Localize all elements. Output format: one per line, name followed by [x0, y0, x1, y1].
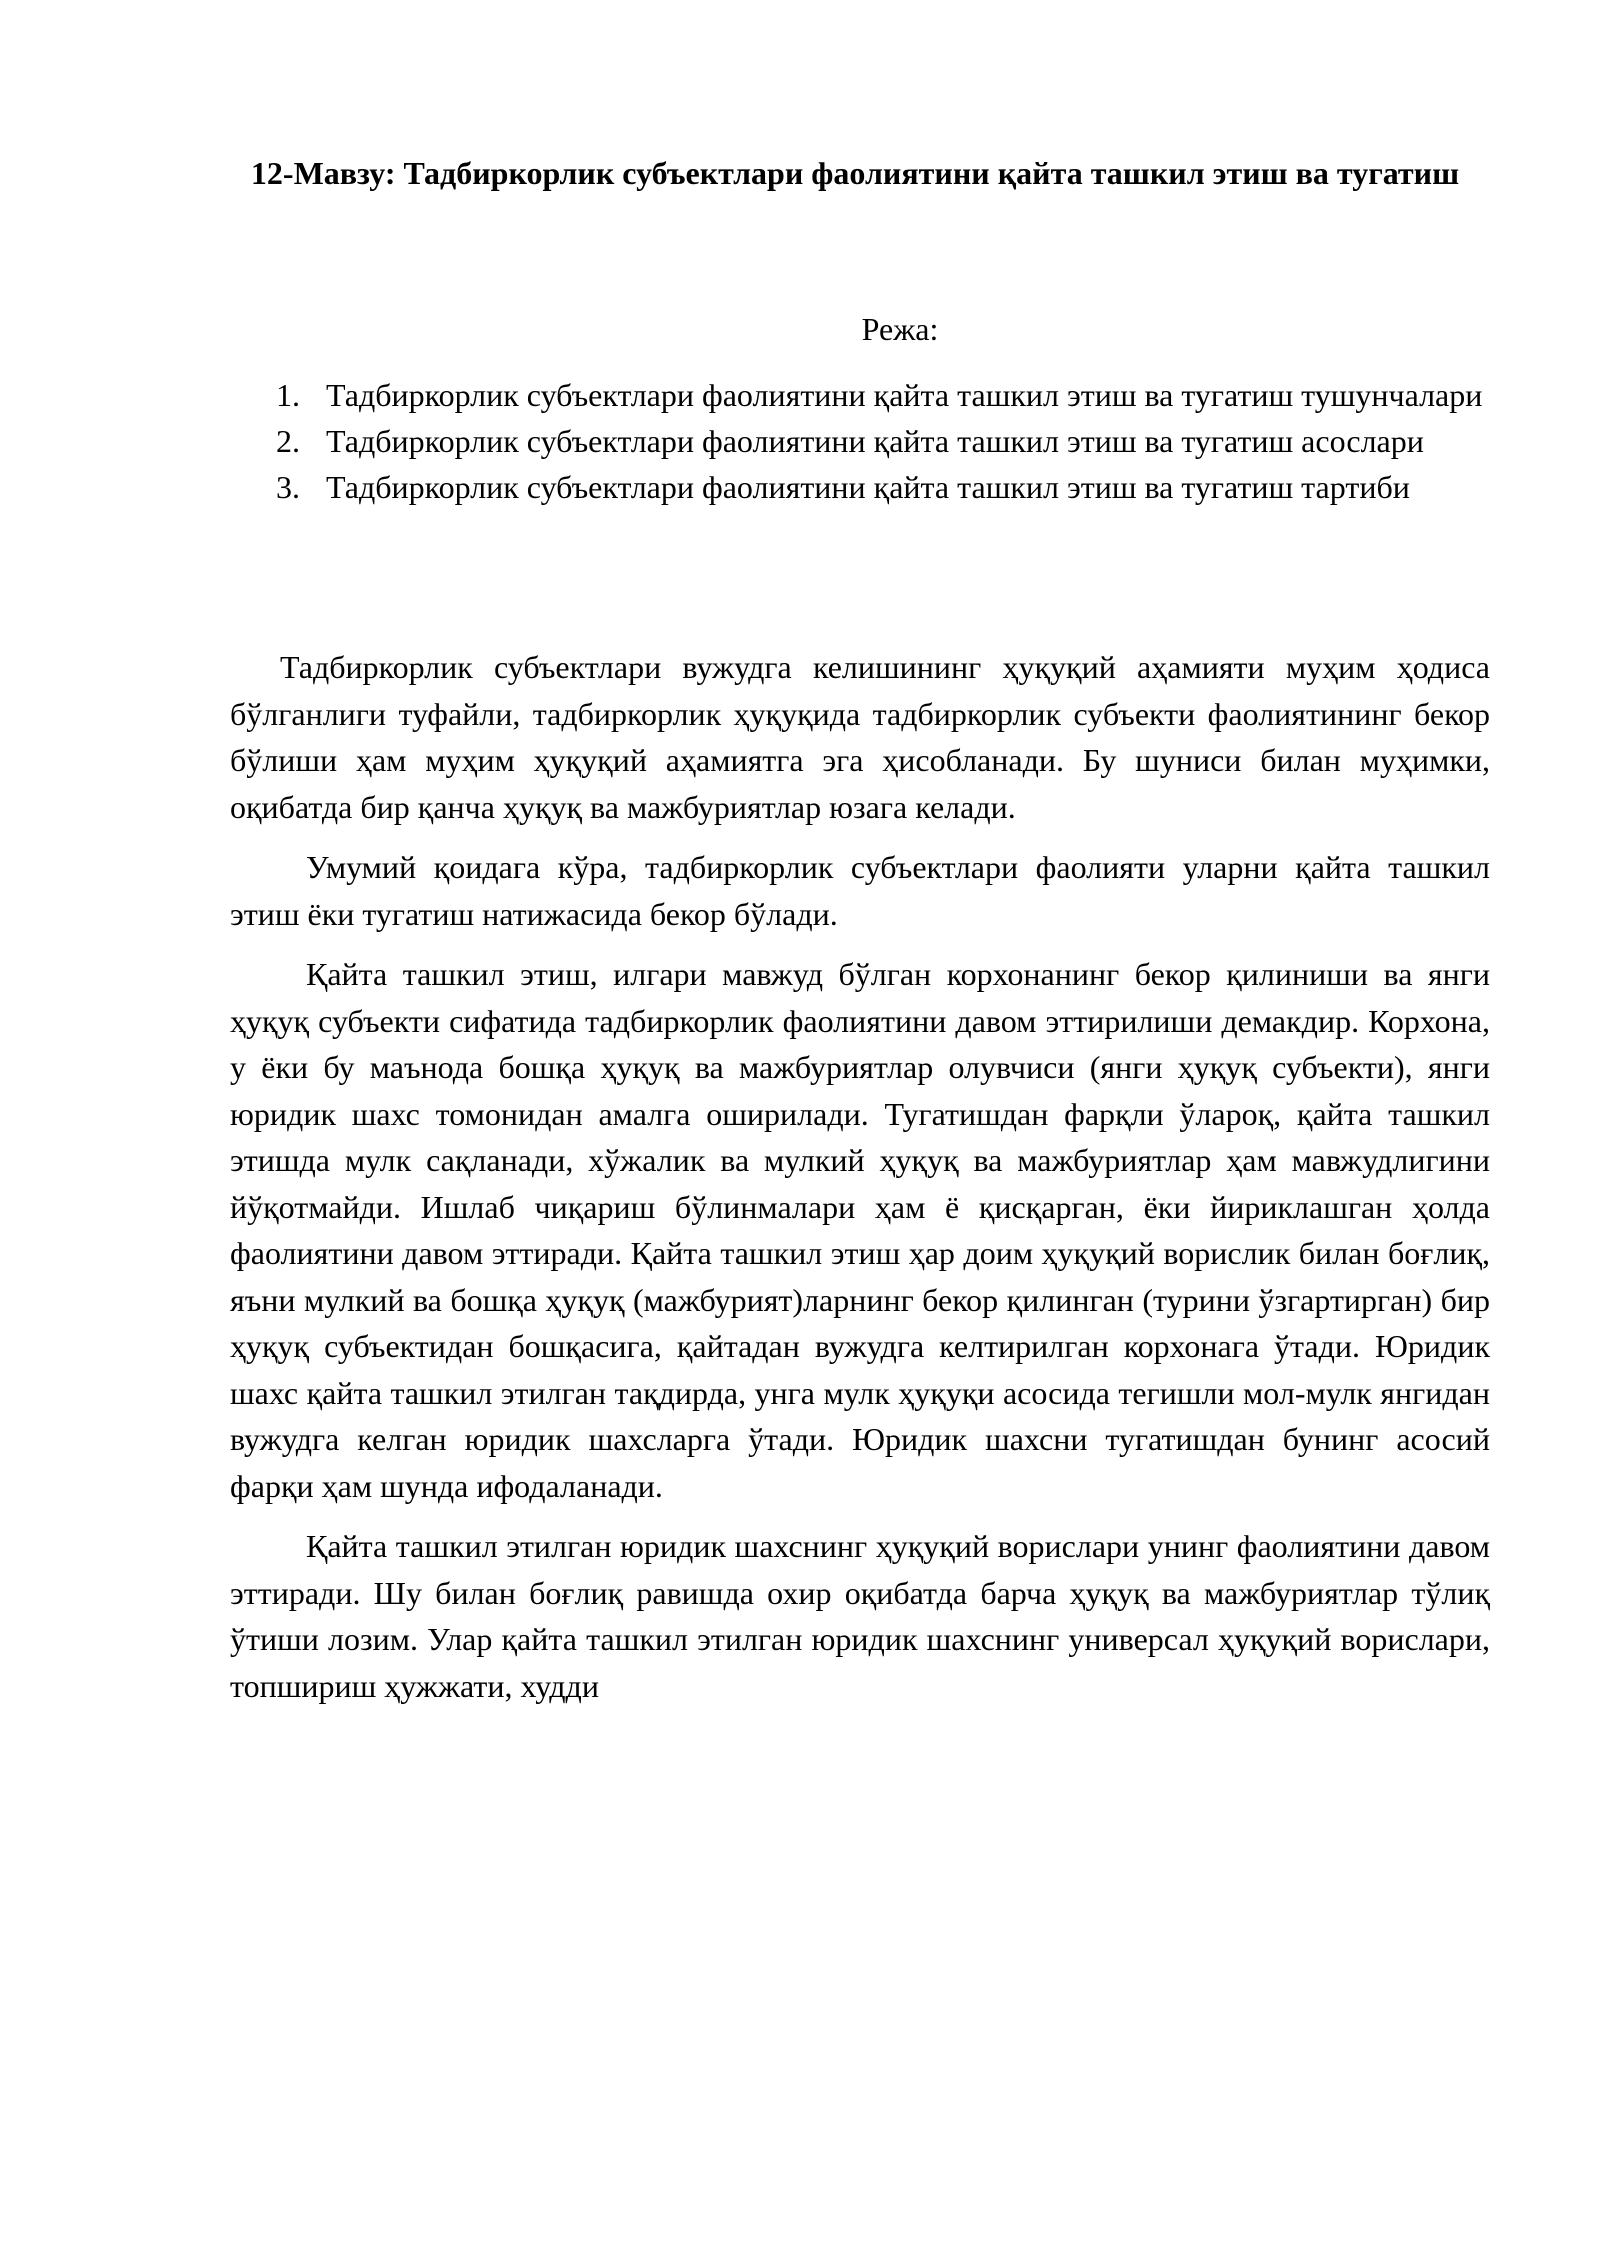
plan-list — [230, 372, 1490, 510]
plan-item-number: 1. — [276, 377, 300, 413]
plan-item-3 — [230, 464, 1490, 510]
plan-item-number: 2. — [276, 423, 300, 459]
plan-item-1 — [230, 372, 1490, 418]
plan-item-number: 3. — [276, 469, 300, 505]
paragraph-3: Қайта ташкил этиш, илгари мавжуд бўлган корхонанинг бекор қилиниши ва янги ҳуқуқ субъекти сифатида тадбиркорлик фаолиятини давом эттирилиши демакдир. Корхона, у ёки бу маънода бошқа ҳуқуқ ва мажбуриятлар олувчиси (янги ҳуқуқ субъекти), янги юридик шахс томонидан амалга оширилади. Тугатишдан фарқли ўлароқ, қайта ташкил этишда мулк сақланади, хўжалик ва мулкий ҳуқуқ ва мажбуриятлар ҳам мавжудлигини йўқотмайди. Ишлаб чиқариш бўлинмалари ҳам ё қисқарган, ёки йириклашган ҳолда фаолиятини давом эттиради. Қайта ташкил этиш ҳар доим ҳуқуқий ворислик билан боғлиқ, яъни мулкий ва бошқа ҳуқуқ (мажбурият)ларнинг бекор қилинган (турини ўзгартирган) бир ҳуқуқ субъектидан бошқасига, қайтадан вужудга келтирилган корхонага ўтади. Юридик шахс қайта ташкил этилган тақдирда, унга мулк ҳуқуқи асосида тегишли мол-мулк янгидан вужудга келган юридик шахсларга ўтади. Юридик шахсни тугатишдан бунинг асосий фарқи ҳам шунда ифодаланади. — [230, 956, 1490, 1504]
paragraph-1: Тадбиркорлик субъектлари вужудга келишининг ҳуқуқий аҳамияти муҳим ҳодиса бўлганлиги туфайли, тадбиркорлик ҳуқуқида тадбиркорлик субъекти фаолиятининг бекор бўлиши ҳам муҳим ҳуқуқий аҳамиятга эга ҳисобланади. Бу шуниси билан муҳимки, оқибатда бир қанча ҳуқуқ ва мажбуриятлар юзага келади. — [230, 649, 1490, 825]
paragraph-4: Қайта ташкил этилган юридик шахснинг ҳуқуқий ворислари унинг фаолиятини давом эттиради. Шу билан боғлиқ равишда охир оқибатда барча ҳуқуқ ва мажбуриятлар тўлиқ ўтиши лозим. Улар қайта ташкил этилган юридик шахснинг универсал ҳуқуқий ворислари, топшириш ҳужжати, худди — [230, 1528, 1490, 1704]
plan-item-text: Тадбиркорлик субъектлари фаолиятини қайта ташкил этиш ва тугатиш тартиби — [326, 469, 1410, 505]
plan-item-text: Тадбиркорлик субъектлари фаолиятини қайта ташкил этиш ва тугатиш тушунчалари — [326, 377, 1483, 413]
plan-heading: Режа: — [861, 311, 939, 347]
body-text — [230, 644, 1490, 1709]
plan-item-text: Тадбиркорлик субъектлари фаолиятини қайта ташкил этиш ва тугатиш асослари — [326, 423, 1424, 459]
plan-item-2 — [230, 418, 1490, 464]
paragraph-2: Умумий қоидага кўра, тадбиркорлик субъектлари фаолияти уларни қайта ташкил этиш ёки тугатиш натижасида бекор бўлади. — [230, 849, 1490, 932]
document-title: 12-Мавзу: Тадбиркорлик субъектлари фаолиятини қайта ташкил этиш ва тугатиш — [250, 155, 1460, 191]
